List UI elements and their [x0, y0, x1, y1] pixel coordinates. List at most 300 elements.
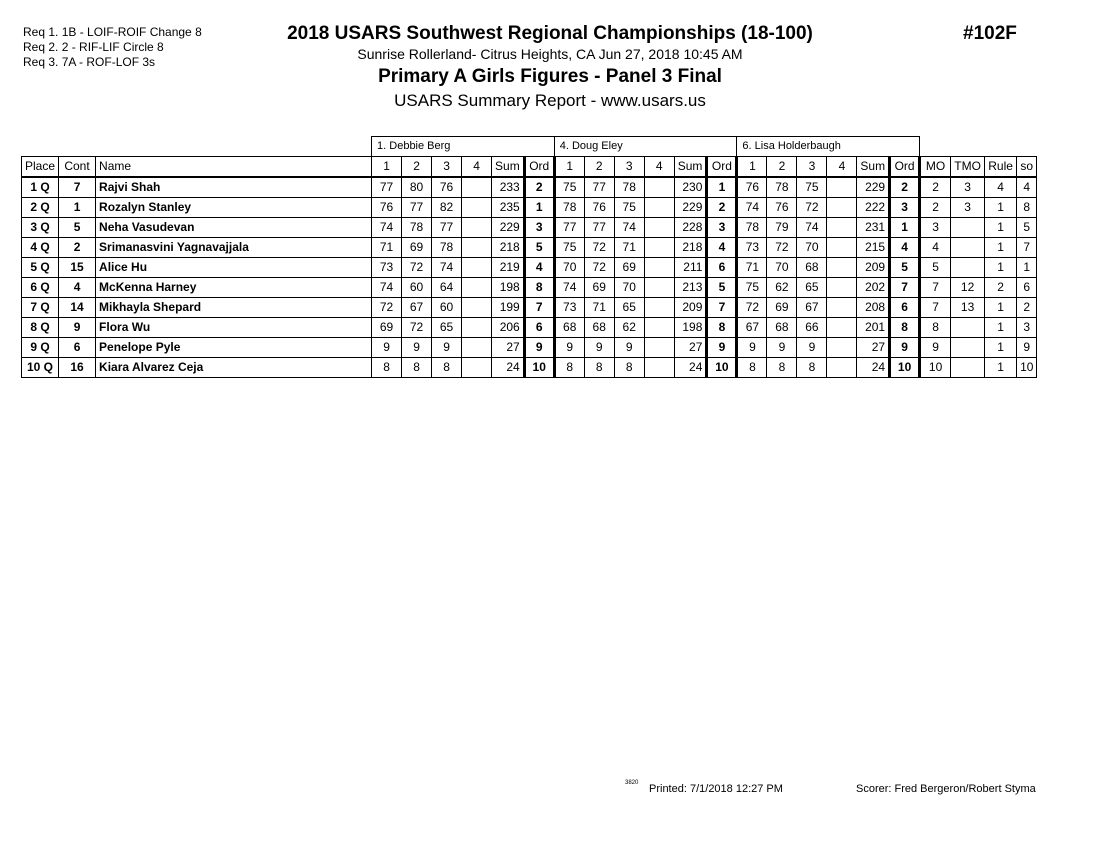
sum-cell: 198	[492, 278, 525, 298]
column-header: Sum	[674, 157, 707, 178]
score-cell: 79	[767, 218, 797, 238]
column-header: Name	[96, 157, 372, 178]
column-header: Ord	[524, 157, 554, 178]
report-code: 3820	[625, 780, 639, 786]
column-header: 1	[554, 157, 584, 178]
ordinal-cell: 8	[707, 318, 737, 338]
mo-cell: 8	[920, 318, 951, 338]
column-header: Sum	[492, 157, 525, 178]
so-cell: 3	[1017, 318, 1037, 338]
score-cell: 70	[554, 258, 584, 278]
tmo-cell: 13	[951, 298, 985, 318]
sum-cell: 215	[857, 238, 890, 258]
sum-cell: 230	[674, 177, 707, 198]
so-cell: 5	[1017, 218, 1037, 238]
rule-cell: 4	[985, 177, 1017, 198]
score-cell: 68	[797, 258, 827, 278]
score-cell: 72	[797, 198, 827, 218]
column-header: Ord	[707, 157, 737, 178]
ordinal-cell: 9	[707, 338, 737, 358]
score-cell: 78	[554, 198, 584, 218]
sum-cell: 208	[857, 298, 890, 318]
ordinal-cell: 3	[707, 218, 737, 238]
ordinal-cell: 3	[890, 198, 920, 218]
judge-name: 1. Debbie Berg	[372, 137, 555, 157]
score-cell: 78	[767, 177, 797, 198]
score-cell: 78	[614, 177, 644, 198]
ordinal-cell: 1	[890, 218, 920, 238]
column-header: 1	[737, 157, 767, 178]
score-cell: 73	[554, 298, 584, 318]
column-header: MO	[920, 157, 951, 178]
tmo-cell: 3	[951, 177, 985, 198]
score-cell: 67	[737, 318, 767, 338]
score-cell: 60	[432, 298, 462, 318]
score-cell	[462, 358, 492, 378]
so-cell: 8	[1017, 198, 1037, 218]
ordinal-cell: 6	[524, 318, 554, 338]
score-cell	[462, 298, 492, 318]
tmo-cell	[951, 338, 985, 358]
score-cell: 64	[432, 278, 462, 298]
score-cell: 65	[432, 318, 462, 338]
sum-cell: 201	[857, 318, 890, 338]
score-cell	[827, 177, 857, 198]
score-cell: 67	[797, 298, 827, 318]
score-cell	[644, 177, 674, 198]
score-cell	[462, 338, 492, 358]
column-header: 4	[827, 157, 857, 178]
score-cell: 77	[584, 218, 614, 238]
score-cell: 74	[372, 218, 402, 238]
skater-name-cell: Rozalyn Stanley	[96, 198, 372, 218]
event-number: #102F	[963, 23, 1017, 44]
score-cell: 75	[554, 238, 584, 258]
so-cell: 4	[1017, 177, 1037, 198]
score-cell: 72	[584, 258, 614, 278]
ordinal-cell: 1	[707, 177, 737, 198]
column-header: 3	[432, 157, 462, 178]
sum-cell: 209	[857, 258, 890, 278]
column-header: Cont	[59, 157, 96, 178]
skater-name-cell: McKenna Harney	[96, 278, 372, 298]
score-cell: 62	[614, 318, 644, 338]
score-cell	[827, 338, 857, 358]
score-cell	[462, 198, 492, 218]
scorer-names: Scorer: Fred Bergeron/Robert Styma	[856, 783, 1036, 795]
score-cell: 70	[797, 238, 827, 258]
score-cell: 72	[584, 238, 614, 258]
sum-cell: 209	[674, 298, 707, 318]
score-cell	[644, 258, 674, 278]
score-cell: 8	[402, 358, 432, 378]
score-cell: 8	[767, 358, 797, 378]
contestant-number-cell: 5	[59, 218, 96, 238]
rule-cell: 1	[985, 298, 1017, 318]
score-cell: 9	[554, 338, 584, 358]
ordinal-cell: 10	[890, 358, 920, 378]
score-cell: 72	[372, 298, 402, 318]
score-cell: 80	[402, 177, 432, 198]
score-cell: 74	[614, 218, 644, 238]
score-cell: 68	[767, 318, 797, 338]
score-cell: 9	[614, 338, 644, 358]
sum-cell: 27	[857, 338, 890, 358]
sum-cell: 27	[674, 338, 707, 358]
mo-cell: 7	[920, 298, 951, 318]
score-cell: 75	[737, 278, 767, 298]
ordinal-cell: 1	[524, 198, 554, 218]
table-row	[22, 298, 1037, 318]
score-cell	[644, 278, 674, 298]
tmo-cell	[951, 258, 985, 278]
score-cell: 69	[614, 258, 644, 278]
score-cell: 66	[797, 318, 827, 338]
score-cell	[644, 358, 674, 378]
contestant-number-cell: 1	[59, 198, 96, 218]
place-cell: 7 Q	[22, 298, 59, 318]
skater-name-cell: Neha Vasudevan	[96, 218, 372, 238]
column-header: TMO	[951, 157, 985, 178]
tmo-cell	[951, 358, 985, 378]
sum-cell: 229	[674, 198, 707, 218]
table-row	[22, 238, 1037, 258]
score-cell: 72	[402, 318, 432, 338]
tmo-cell	[951, 238, 985, 258]
score-cell: 69	[402, 238, 432, 258]
sum-cell: 218	[492, 238, 525, 258]
score-cell: 9	[797, 338, 827, 358]
score-cell	[462, 278, 492, 298]
score-cell: 78	[432, 238, 462, 258]
ordinal-cell: 4	[707, 238, 737, 258]
table-row	[22, 278, 1037, 298]
score-cell: 74	[372, 278, 402, 298]
venue-line: Sunrise Rollerland- Citrus Heights, CA Jun 27, 2018 10:45 AM	[357, 46, 743, 62]
score-cell	[644, 318, 674, 338]
score-cell: 70	[767, 258, 797, 278]
ordinal-cell: 10	[524, 358, 554, 378]
mo-cell: 4	[920, 238, 951, 258]
table-row	[22, 318, 1037, 338]
score-cell: 8	[614, 358, 644, 378]
score-cell: 77	[372, 177, 402, 198]
contestant-number-cell: 2	[59, 238, 96, 258]
column-header: 4	[462, 157, 492, 178]
score-cell: 9	[737, 338, 767, 358]
skater-name-cell: Penelope Pyle	[96, 338, 372, 358]
skater-name-cell: Flora Wu	[96, 318, 372, 338]
score-cell	[827, 298, 857, 318]
tmo-cell	[951, 318, 985, 338]
score-cell	[644, 338, 674, 358]
sum-cell: 24	[492, 358, 525, 378]
contestant-number-cell: 7	[59, 177, 96, 198]
score-cell: 71	[372, 238, 402, 258]
so-cell: 9	[1017, 338, 1037, 358]
sum-cell: 24	[857, 358, 890, 378]
score-cell: 77	[584, 177, 614, 198]
score-cell: 73	[372, 258, 402, 278]
ordinal-cell: 6	[707, 258, 737, 278]
score-cell: 75	[554, 177, 584, 198]
sum-cell: 202	[857, 278, 890, 298]
judge-header-row	[22, 137, 1037, 157]
contestant-number-cell: 6	[59, 338, 96, 358]
score-cell	[462, 318, 492, 338]
column-header: 2	[767, 157, 797, 178]
sum-cell: 218	[674, 238, 707, 258]
column-header: Sum	[857, 157, 890, 178]
score-cell: 9	[584, 338, 614, 358]
sum-cell: 211	[674, 258, 707, 278]
ordinal-cell: 3	[524, 218, 554, 238]
score-cell: 71	[614, 238, 644, 258]
column-header: 3	[797, 157, 827, 178]
table-row	[22, 198, 1037, 218]
score-cell: 9	[372, 338, 402, 358]
rule-cell: 1	[985, 258, 1017, 278]
ordinal-cell: 7	[890, 278, 920, 298]
score-cell: 68	[584, 318, 614, 338]
score-cell: 60	[402, 278, 432, 298]
ordinal-cell: 5	[524, 238, 554, 258]
place-cell: 1 Q	[22, 177, 59, 198]
table-row	[22, 258, 1037, 278]
requirement-item: Req 3. 7A - ROF-LOF 3s	[23, 55, 156, 69]
contestant-number-cell: 4	[59, 278, 96, 298]
score-cell	[827, 318, 857, 338]
column-header: 1	[372, 157, 402, 178]
table-row	[22, 177, 1037, 198]
score-cell: 8	[797, 358, 827, 378]
score-cell: 76	[737, 177, 767, 198]
sum-cell: 206	[492, 318, 525, 338]
score-cell: 76	[767, 198, 797, 218]
score-cell: 8	[554, 358, 584, 378]
ordinal-cell: 6	[890, 298, 920, 318]
column-header: Rule	[985, 157, 1017, 178]
skater-name-cell: Rajvi Shah	[96, 177, 372, 198]
score-cell: 74	[737, 198, 767, 218]
score-cell: 78	[402, 218, 432, 238]
judge-name: 4. Doug Eley	[554, 137, 737, 157]
table-row	[22, 218, 1037, 238]
score-cell: 68	[554, 318, 584, 338]
rule-cell: 1	[985, 338, 1017, 358]
score-cell: 69	[372, 318, 402, 338]
ordinal-cell: 4	[890, 238, 920, 258]
ordinal-cell: 2	[707, 198, 737, 218]
mo-cell: 5	[920, 258, 951, 278]
score-cell: 74	[797, 218, 827, 238]
score-cell: 72	[737, 298, 767, 318]
column-header-row	[22, 157, 1037, 178]
score-cell: 76	[432, 177, 462, 198]
sum-cell: 231	[857, 218, 890, 238]
tmo-cell: 3	[951, 198, 985, 218]
score-cell: 77	[402, 198, 432, 218]
sum-cell: 213	[674, 278, 707, 298]
score-cell: 74	[432, 258, 462, 278]
contestant-number-cell: 16	[59, 358, 96, 378]
sum-cell: 233	[492, 177, 525, 198]
ordinal-cell: 4	[524, 258, 554, 278]
judge-name: 6. Lisa Holderbaugh	[737, 137, 920, 157]
ordinal-cell: 8	[890, 318, 920, 338]
skater-name-cell: Alice Hu	[96, 258, 372, 278]
contestant-number-cell: 14	[59, 298, 96, 318]
so-cell: 1	[1017, 258, 1037, 278]
ordinal-cell: 7	[707, 298, 737, 318]
ordinal-cell: 2	[890, 177, 920, 198]
place-cell: 5 Q	[22, 258, 59, 278]
score-cell	[644, 238, 674, 258]
so-cell: 6	[1017, 278, 1037, 298]
report-header	[240, 22, 860, 112]
score-cell: 65	[614, 298, 644, 318]
score-cell: 69	[767, 298, 797, 318]
score-cell: 75	[614, 198, 644, 218]
sum-cell: 229	[492, 218, 525, 238]
ordinal-cell: 7	[524, 298, 554, 318]
skater-name-cell: Mikhayla Shepard	[96, 298, 372, 318]
tmo-cell: 12	[951, 278, 985, 298]
table-row	[22, 338, 1037, 358]
score-cell	[462, 258, 492, 278]
score-cell: 71	[737, 258, 767, 278]
score-cell: 8	[372, 358, 402, 378]
mo-cell: 10	[920, 358, 951, 378]
place-cell: 3 Q	[22, 218, 59, 238]
sum-cell: 24	[674, 358, 707, 378]
score-cell: 67	[402, 298, 432, 318]
rule-cell: 1	[985, 198, 1017, 218]
column-header: 3	[614, 157, 644, 178]
score-cell: 62	[767, 278, 797, 298]
score-cell: 77	[432, 218, 462, 238]
score-cell	[827, 218, 857, 238]
score-cell: 74	[554, 278, 584, 298]
column-header: 4	[644, 157, 674, 178]
score-cell: 76	[372, 198, 402, 218]
column-header: so	[1017, 157, 1037, 178]
place-cell: 4 Q	[22, 238, 59, 258]
results-table	[21, 136, 1037, 378]
place-cell: 2 Q	[22, 198, 59, 218]
so-cell: 7	[1017, 238, 1037, 258]
sum-cell: 199	[492, 298, 525, 318]
sum-cell: 198	[674, 318, 707, 338]
sum-cell: 222	[857, 198, 890, 218]
score-cell	[827, 238, 857, 258]
score-cell: 9	[767, 338, 797, 358]
table-row	[22, 358, 1037, 378]
ordinal-cell: 10	[707, 358, 737, 378]
score-cell	[827, 358, 857, 378]
score-cell	[462, 238, 492, 258]
score-cell: 65	[797, 278, 827, 298]
ordinal-cell: 9	[890, 338, 920, 358]
skater-name-cell: Srimanasvini Yagnavajjala	[96, 238, 372, 258]
column-header: Ord	[890, 157, 920, 178]
score-cell: 77	[554, 218, 584, 238]
sum-cell: 229	[857, 177, 890, 198]
score-cell: 76	[584, 198, 614, 218]
score-cell	[644, 218, 674, 238]
score-cell: 82	[432, 198, 462, 218]
mo-cell: 3	[920, 218, 951, 238]
mo-cell: 2	[920, 177, 951, 198]
score-cell: 9	[402, 338, 432, 358]
place-cell: 10 Q	[22, 358, 59, 378]
rule-cell: 2	[985, 278, 1017, 298]
sum-cell: 27	[492, 338, 525, 358]
place-cell: 6 Q	[22, 278, 59, 298]
rule-cell: 1	[985, 238, 1017, 258]
column-header: Place	[22, 157, 59, 178]
score-cell: 8	[584, 358, 614, 378]
sum-cell: 235	[492, 198, 525, 218]
ordinal-cell: 8	[524, 278, 554, 298]
score-cell: 8	[432, 358, 462, 378]
contestant-number-cell: 15	[59, 258, 96, 278]
score-cell	[644, 298, 674, 318]
so-cell: 2	[1017, 298, 1037, 318]
score-cell: 72	[402, 258, 432, 278]
sum-cell: 219	[492, 258, 525, 278]
score-cell: 69	[584, 278, 614, 298]
requirement-item: Req 2. 2 - RIF-LIF Circle 8	[23, 40, 164, 54]
score-cell: 71	[584, 298, 614, 318]
score-cell	[644, 198, 674, 218]
score-cell	[462, 177, 492, 198]
ordinal-cell: 5	[707, 278, 737, 298]
ordinal-cell: 2	[524, 177, 554, 198]
score-cell: 72	[767, 238, 797, 258]
score-cell	[462, 218, 492, 238]
requirement-item: Req 1. 1B - LOIF-ROIF Change 8	[23, 25, 202, 39]
contestant-number-cell: 9	[59, 318, 96, 338]
championship-title: 2018 USARS Southwest Regional Championships (18-100)	[287, 23, 813, 44]
score-cell	[827, 198, 857, 218]
score-cell: 75	[797, 177, 827, 198]
mo-cell: 2	[920, 198, 951, 218]
mo-cell: 9	[920, 338, 951, 358]
score-cell	[827, 278, 857, 298]
score-cell: 78	[737, 218, 767, 238]
so-cell: 10	[1017, 358, 1037, 378]
place-cell: 9 Q	[22, 338, 59, 358]
sum-cell: 228	[674, 218, 707, 238]
score-cell: 70	[614, 278, 644, 298]
tmo-cell	[951, 218, 985, 238]
column-header: 2	[584, 157, 614, 178]
event-title: Primary A Girls Figures - Panel 3 Final	[378, 66, 722, 87]
ordinal-cell: 9	[524, 338, 554, 358]
report-subtitle: USARS Summary Report - www.usars.us	[394, 91, 706, 110]
score-cell: 9	[432, 338, 462, 358]
place-cell: 8 Q	[22, 318, 59, 338]
score-cell: 8	[737, 358, 767, 378]
mo-cell: 7	[920, 278, 951, 298]
score-cell	[827, 258, 857, 278]
printed-timestamp: Printed: 7/1/2018 12:27 PM	[649, 783, 783, 795]
skater-name-cell: Kiara Alvarez Ceja	[96, 358, 372, 378]
rule-cell: 1	[985, 318, 1017, 338]
rule-cell: 1	[985, 358, 1017, 378]
rule-cell: 1	[985, 218, 1017, 238]
